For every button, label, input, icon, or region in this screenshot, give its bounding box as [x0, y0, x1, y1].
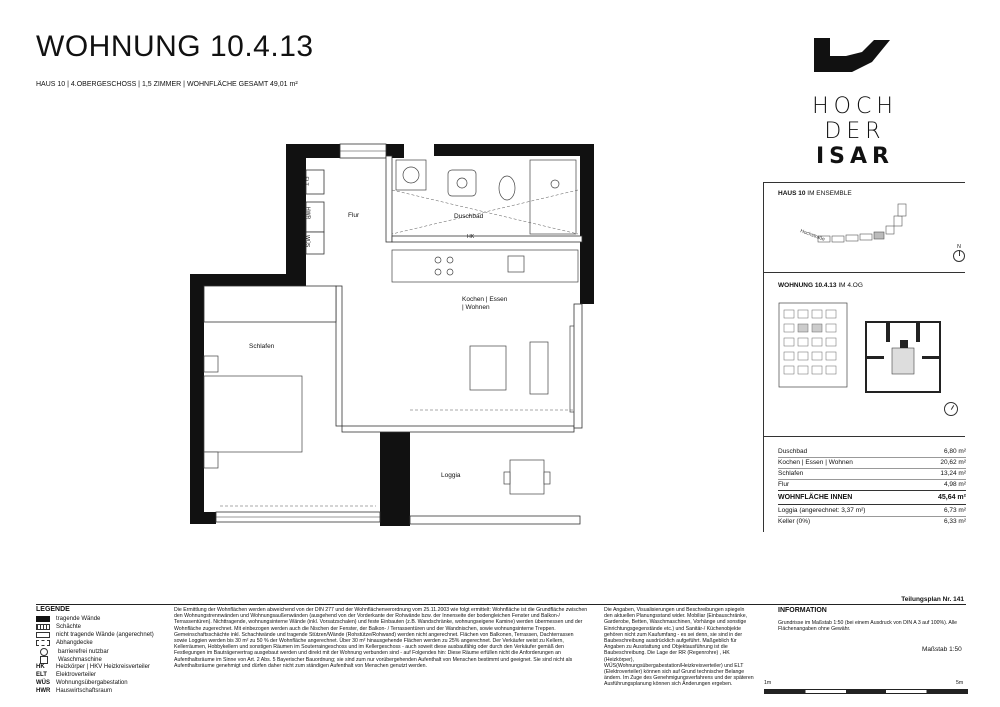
room-label-wohnen: | Wohnen: [462, 304, 490, 311]
legend-item: Abhangdecke: [36, 640, 93, 646]
logo-line-1: HOCH: [812, 94, 898, 119]
legend-item: ELT Elektroverteiler: [36, 672, 97, 678]
legend-heading: LEGENDE: [36, 606, 70, 613]
compass-icon: [944, 402, 958, 416]
divider: [763, 436, 965, 437]
room-label-loggia: Loggia: [441, 472, 461, 479]
wall-left-step: [190, 274, 306, 286]
label-wue: WÜS: [304, 235, 311, 248]
label-hk: HK: [467, 234, 475, 240]
unit-heading: WOHNUNG 10.4.13 IM 4.OG: [778, 282, 863, 289]
area-row-kochen: Kochen | Essen | Wohnen 20,62 m²: [778, 459, 966, 466]
notes-area-calculation: Die Ermittlung der Wohnflächen werden abweichend von der DIN 277 und der Wohnflächenverordnung vom 25.11.2003 wie folgt ermittelt: Wohnfläche ist die Grundfläche zwischen den Wohnungstrennwänden und Wohnungsaußenwänden (ausgehend von der Vorderkante der Rohwände bzw. der Innenseite der bodengleichen Fenster und Balkon-/ Terrassentüren). Nichttragende, wohnungsinterne Wände (inkl. Vorsatzschalen) und feste Einbauten (z.B. Wandschränke, wohnungseigene Kamine) werden übermessen und der Wohnfläche zugerechnet. Mit einbezogen werden auch die Nischen der Fenster, der Balkon- / Terrassentüren und der Wandnischen, sowie wohnungsinterne Treppen. Gemeinschaftsschächte inkl. Schachtwände und tragende Stützen/Wände (Rohstütze/Rohwand) werden nicht angerechnet. Flächen von Balkonen, Terrassen, Dachterrassen sowie Loggien werden bis 30 m² zu 50 % der Wohnfläche angerechnet. Über 30 m² hinausgehende Flächen werden zu 25% angerechnet. Der Verkäufer weist zu Kellern, Kellerräumen, Hobbykellern und sonstigen Räumen im Souterraingeschoss und im Kellergeschoss - auch soweit diese ausbaufähig oder durch den Verkäufer gemäß den Festlegungen im Bauträgervertrag ausgebaut werden und direkt mit der Wohnung verbunden sind - auf Folgendes hin: Diese Räume erfüllen nicht die Anforderungen an Aufenthaltsräume im Sinne von Art. 2 Abs. 5 Bayerischer Bauordnung; sie sind zum nur vorübergehenden Aufenthalt von Menschen bestimmt und geeignet. Sie sind nicht als Aufenthaltsräume genehmigt und dürfen daher nicht zum ständigen Aufenthalt von Menschen genutzt werden.: [174, 607, 588, 669]
logo-line-2: DER: [824, 119, 886, 144]
footer-divider: [36, 604, 966, 605]
wall-top-left: [286, 144, 340, 158]
room-label-schlafen: Schlafen: [249, 343, 275, 350]
washing-machine-icon: [40, 656, 48, 664]
wall-top-right: [434, 144, 584, 156]
plan-number: Teilungsplan Nr. 141: [901, 596, 964, 603]
information-text: Grundrisse im Maßstab 1:50 (bei einem Ausdruck von DIN A 3 auf 100%). Alle Flächenangaben ohne Gewähr.: [778, 620, 958, 633]
divider: [763, 182, 764, 532]
notes-disclaimer: Die Angaben, Visualisierungen und Beschreibungen spiegeln den aktuellen Planungsstand wider. Mobiliar (Einbauschränke, Garderobe, Betten, Waschmaschinen, Vorhänge und sonstige Einrichtungsgegenstände etc.) und Sanitär-/ Küchenobjekte gehören nicht zum Kaufumfang - es sei denn, sie sind in der Baubeschreibung ausdrücklich aufgeführt. Maßgeblich für Angaben zu Ausstattung und Objektausführung ist die Baubeschreibung. Die Lage der RR (Regenrohre) , HK (Heizkörper), WÜS(Wohnungsübergabestation/Heizkreisverteiler) und ELT (Elektroverteiler) können sich auf Grund technischer Belange ändern. Im Zuge des Genehmigungsverfahrens und der späteren Ausführungsplanung können sich Änderungen ergeben.: [604, 607, 754, 688]
legend-item: barrierefrei nutzbar: [36, 648, 109, 656]
floor-key-plan: [864, 320, 942, 394]
north-label: N: [957, 244, 961, 250]
page-title: WOHNUNG 10.4.13: [36, 30, 314, 63]
area-row-keller: Keller (0%) 6,33 m²: [778, 518, 966, 525]
brand-logo: [800, 30, 910, 169]
scale-min: 1m: [764, 680, 772, 686]
legend-item: HWR Hauswirtschaftsraum: [36, 688, 113, 694]
wall-loggia-left: [380, 426, 410, 526]
legend-item: Waschmaschine: [36, 656, 102, 664]
scale-label: Maßstab 1:50: [922, 646, 962, 653]
area-row-loggia: Loggia (angerechnet: 3,37 m²) 6,73 m²: [778, 507, 966, 514]
room-label-flur: Flur: [348, 212, 360, 219]
legend-item: Schächte: [36, 624, 81, 630]
unit-subtitle: HAUS 10 | 4.OBERGESCHOSS | 1,5 ZIMMER | WOHNFLÄCHE GESAMT 49,01 m²: [36, 81, 298, 88]
scale-max: 5m: [956, 680, 964, 686]
ensemble-site-plan: [790, 196, 930, 256]
accessible-icon: [40, 648, 48, 656]
label-hwr: HWR: [304, 206, 311, 220]
area-row-duschbad: Duschbad 6,80 m²: [778, 448, 966, 455]
divider: [763, 272, 965, 273]
legend-item: tragende Wände: [36, 616, 100, 622]
area-total: WOHNFLÄCHE INNEN 45,64 m²: [778, 494, 966, 501]
room-label-duschbad: Duschbad: [454, 213, 484, 220]
label-elt: ELT: [302, 176, 309, 186]
room-label-kochen: Kochen | Essen: [462, 296, 508, 303]
logo-mark-icon: [800, 30, 910, 85]
ensemble-heading: HAUS 10 IM ENSEMBLE: [778, 190, 852, 197]
area-row-flur: Flur 4,98 m²: [778, 481, 966, 488]
scale-bar: [764, 689, 968, 694]
north-arrow: [953, 244, 965, 262]
information-heading: INFORMATION: [778, 607, 827, 614]
logo-line-3: ISAR: [816, 144, 894, 169]
facade-elevation: [778, 302, 848, 388]
wall-right: [580, 144, 594, 304]
street-label: Hochstraße: [799, 228, 826, 243]
legend-item: HK Heizkörper | HKV Heizkreisverteiler: [36, 664, 150, 670]
legend-item: nicht tragende Wände (angerechnet): [36, 632, 154, 638]
area-row-schlafen: Schlafen 13,24 m²: [778, 470, 966, 477]
floor-plan: [190, 140, 610, 530]
wall-left-lower: [190, 274, 204, 524]
legend-item: WÜS Wohnungsübergabestation: [36, 680, 128, 686]
divider: [763, 182, 965, 183]
